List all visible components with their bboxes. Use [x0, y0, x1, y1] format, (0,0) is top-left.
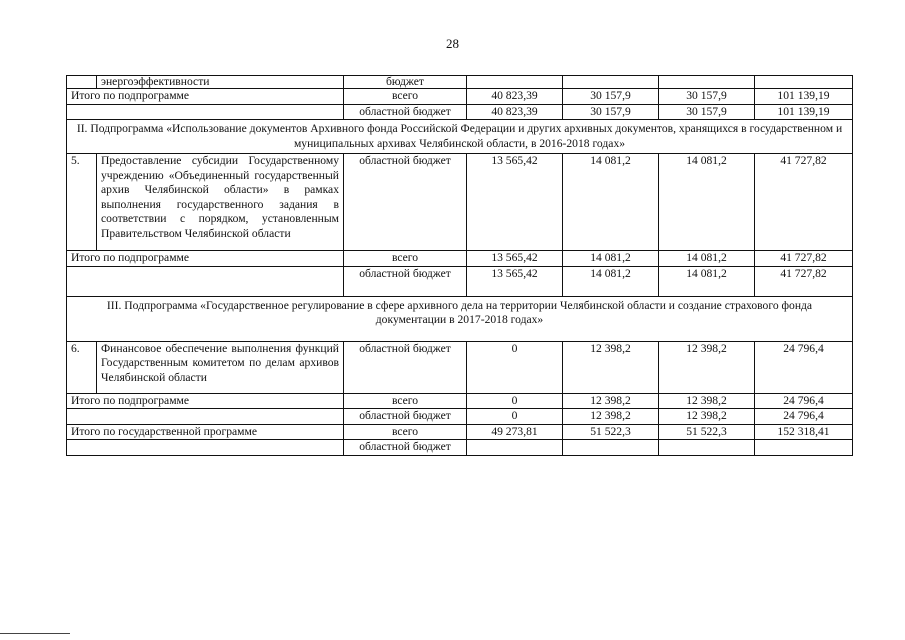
event-name: Финансовое обеспечение выполнения функций Государственным комитетом по делам архивов Челябинской области — [97, 341, 344, 393]
subprogram-2-title: II. Подпрограмма «Использование документов Архивного фонда Российской Федерации и других архивных документов, хранящихся в государственном и муниципальных архивах Челябинской области, в 2016-2018 годах» — [67, 120, 853, 154]
subtotal-label: Итого по подпрограмме — [67, 393, 344, 409]
table-row — [67, 393, 853, 409]
subtotal-label: Итого по подпрограмме — [67, 89, 344, 105]
value-2018: 12 398,2 — [659, 393, 755, 409]
value-2016: 13 565,42 — [467, 154, 563, 251]
event-name: энергоэффективности — [97, 76, 344, 89]
funding-source: областной бюджет — [344, 266, 467, 296]
funding-source: всего — [344, 393, 467, 409]
value-2016: 40 823,39 — [467, 104, 563, 120]
funding-source: областной бюджет — [344, 341, 467, 393]
value-2018: 14 081,2 — [659, 266, 755, 296]
section-row — [67, 120, 853, 154]
value-total: 24 796,4 — [755, 409, 853, 425]
table-row — [67, 89, 853, 105]
value-total — [755, 440, 853, 456]
value-total: 41 727,82 — [755, 154, 853, 251]
table-row — [67, 154, 853, 251]
value-2018 — [659, 76, 755, 89]
table-row — [67, 76, 853, 89]
value-2016 — [467, 76, 563, 89]
value-2017: 12 398,2 — [563, 393, 659, 409]
value-2017: 51 522,3 — [563, 424, 659, 440]
value-2016: 49 273,81 — [467, 424, 563, 440]
value-total: 101 139,19 — [755, 104, 853, 120]
value-total: 24 796,4 — [755, 341, 853, 393]
table-row — [67, 104, 853, 120]
budget-table — [66, 75, 853, 456]
table-row — [67, 266, 853, 296]
value-2018 — [659, 440, 755, 456]
value-2017: 14 081,2 — [563, 251, 659, 267]
funding-source: областной бюджет — [344, 104, 467, 120]
funding-source: всего — [344, 251, 467, 267]
value-2018: 30 157,9 — [659, 89, 755, 105]
value-2017: 12 398,2 — [563, 341, 659, 393]
value-2017: 14 081,2 — [563, 154, 659, 251]
value-2017: 30 157,9 — [563, 104, 659, 120]
row-number: 5. — [67, 154, 97, 251]
value-2018: 14 081,2 — [659, 154, 755, 251]
value-2016: 13 565,42 — [467, 266, 563, 296]
table-row — [67, 251, 853, 267]
value-2016 — [467, 440, 563, 456]
value-total: 41 727,82 — [755, 251, 853, 267]
value-2016: 40 823,39 — [467, 89, 563, 105]
subtotal-label: Итого по подпрограмме — [67, 251, 344, 267]
value-2017: 14 081,2 — [563, 266, 659, 296]
value-total: 152 318,41 — [755, 424, 853, 440]
value-2017: 30 157,9 — [563, 89, 659, 105]
value-2016: 0 — [467, 393, 563, 409]
row-number: 6. — [67, 341, 97, 393]
value-2017: 12 398,2 — [563, 409, 659, 425]
empty-label — [67, 266, 344, 296]
funding-source: областной бюджет — [344, 440, 467, 456]
value-2017 — [563, 440, 659, 456]
section-row — [67, 296, 853, 341]
subprogram-3-title: III. Подпрограмма «Государственное регулирование в сфере архивного дела на территории Челябинской области и создание страхового фонда документации в 2017-2018 годах» — [67, 296, 853, 341]
table-row — [67, 424, 853, 440]
value-2016: 13 565,42 — [467, 251, 563, 267]
event-name: Предоставление субсидии Государственному учреждению «Объединенный государственный архив Челябинской области» в рамках выполнения государственного задания в соответствии с порядком, установленным Правительством Челябинской области — [97, 154, 344, 251]
value-total: 101 139,19 — [755, 89, 853, 105]
value-total: 41 727,82 — [755, 266, 853, 296]
footer-rule — [0, 633, 70, 634]
funding-source: областной бюджет — [344, 154, 467, 251]
value-2018: 14 081,2 — [659, 251, 755, 267]
table-row — [67, 409, 853, 425]
funding-source: всего — [344, 89, 467, 105]
empty-label — [67, 409, 344, 425]
value-2016: 0 — [467, 341, 563, 393]
page-number: 28 — [446, 36, 459, 51]
empty-label — [67, 440, 344, 456]
value-total: 24 796,4 — [755, 393, 853, 409]
row-number — [67, 76, 97, 89]
program-total-label: Итого по государственной программе — [67, 424, 344, 440]
value-2018: 12 398,2 — [659, 409, 755, 425]
table-row — [67, 440, 853, 456]
funding-source: бюджет — [344, 76, 467, 89]
value-2018: 30 157,9 — [659, 104, 755, 120]
value-2016: 0 — [467, 409, 563, 425]
value-2017 — [563, 76, 659, 89]
table-row — [67, 341, 853, 393]
funding-source: областной бюджет — [344, 409, 467, 425]
funding-source: всего — [344, 424, 467, 440]
value-2018: 51 522,3 — [659, 424, 755, 440]
value-total — [755, 76, 853, 89]
value-2018: 12 398,2 — [659, 341, 755, 393]
empty-label — [67, 104, 344, 120]
